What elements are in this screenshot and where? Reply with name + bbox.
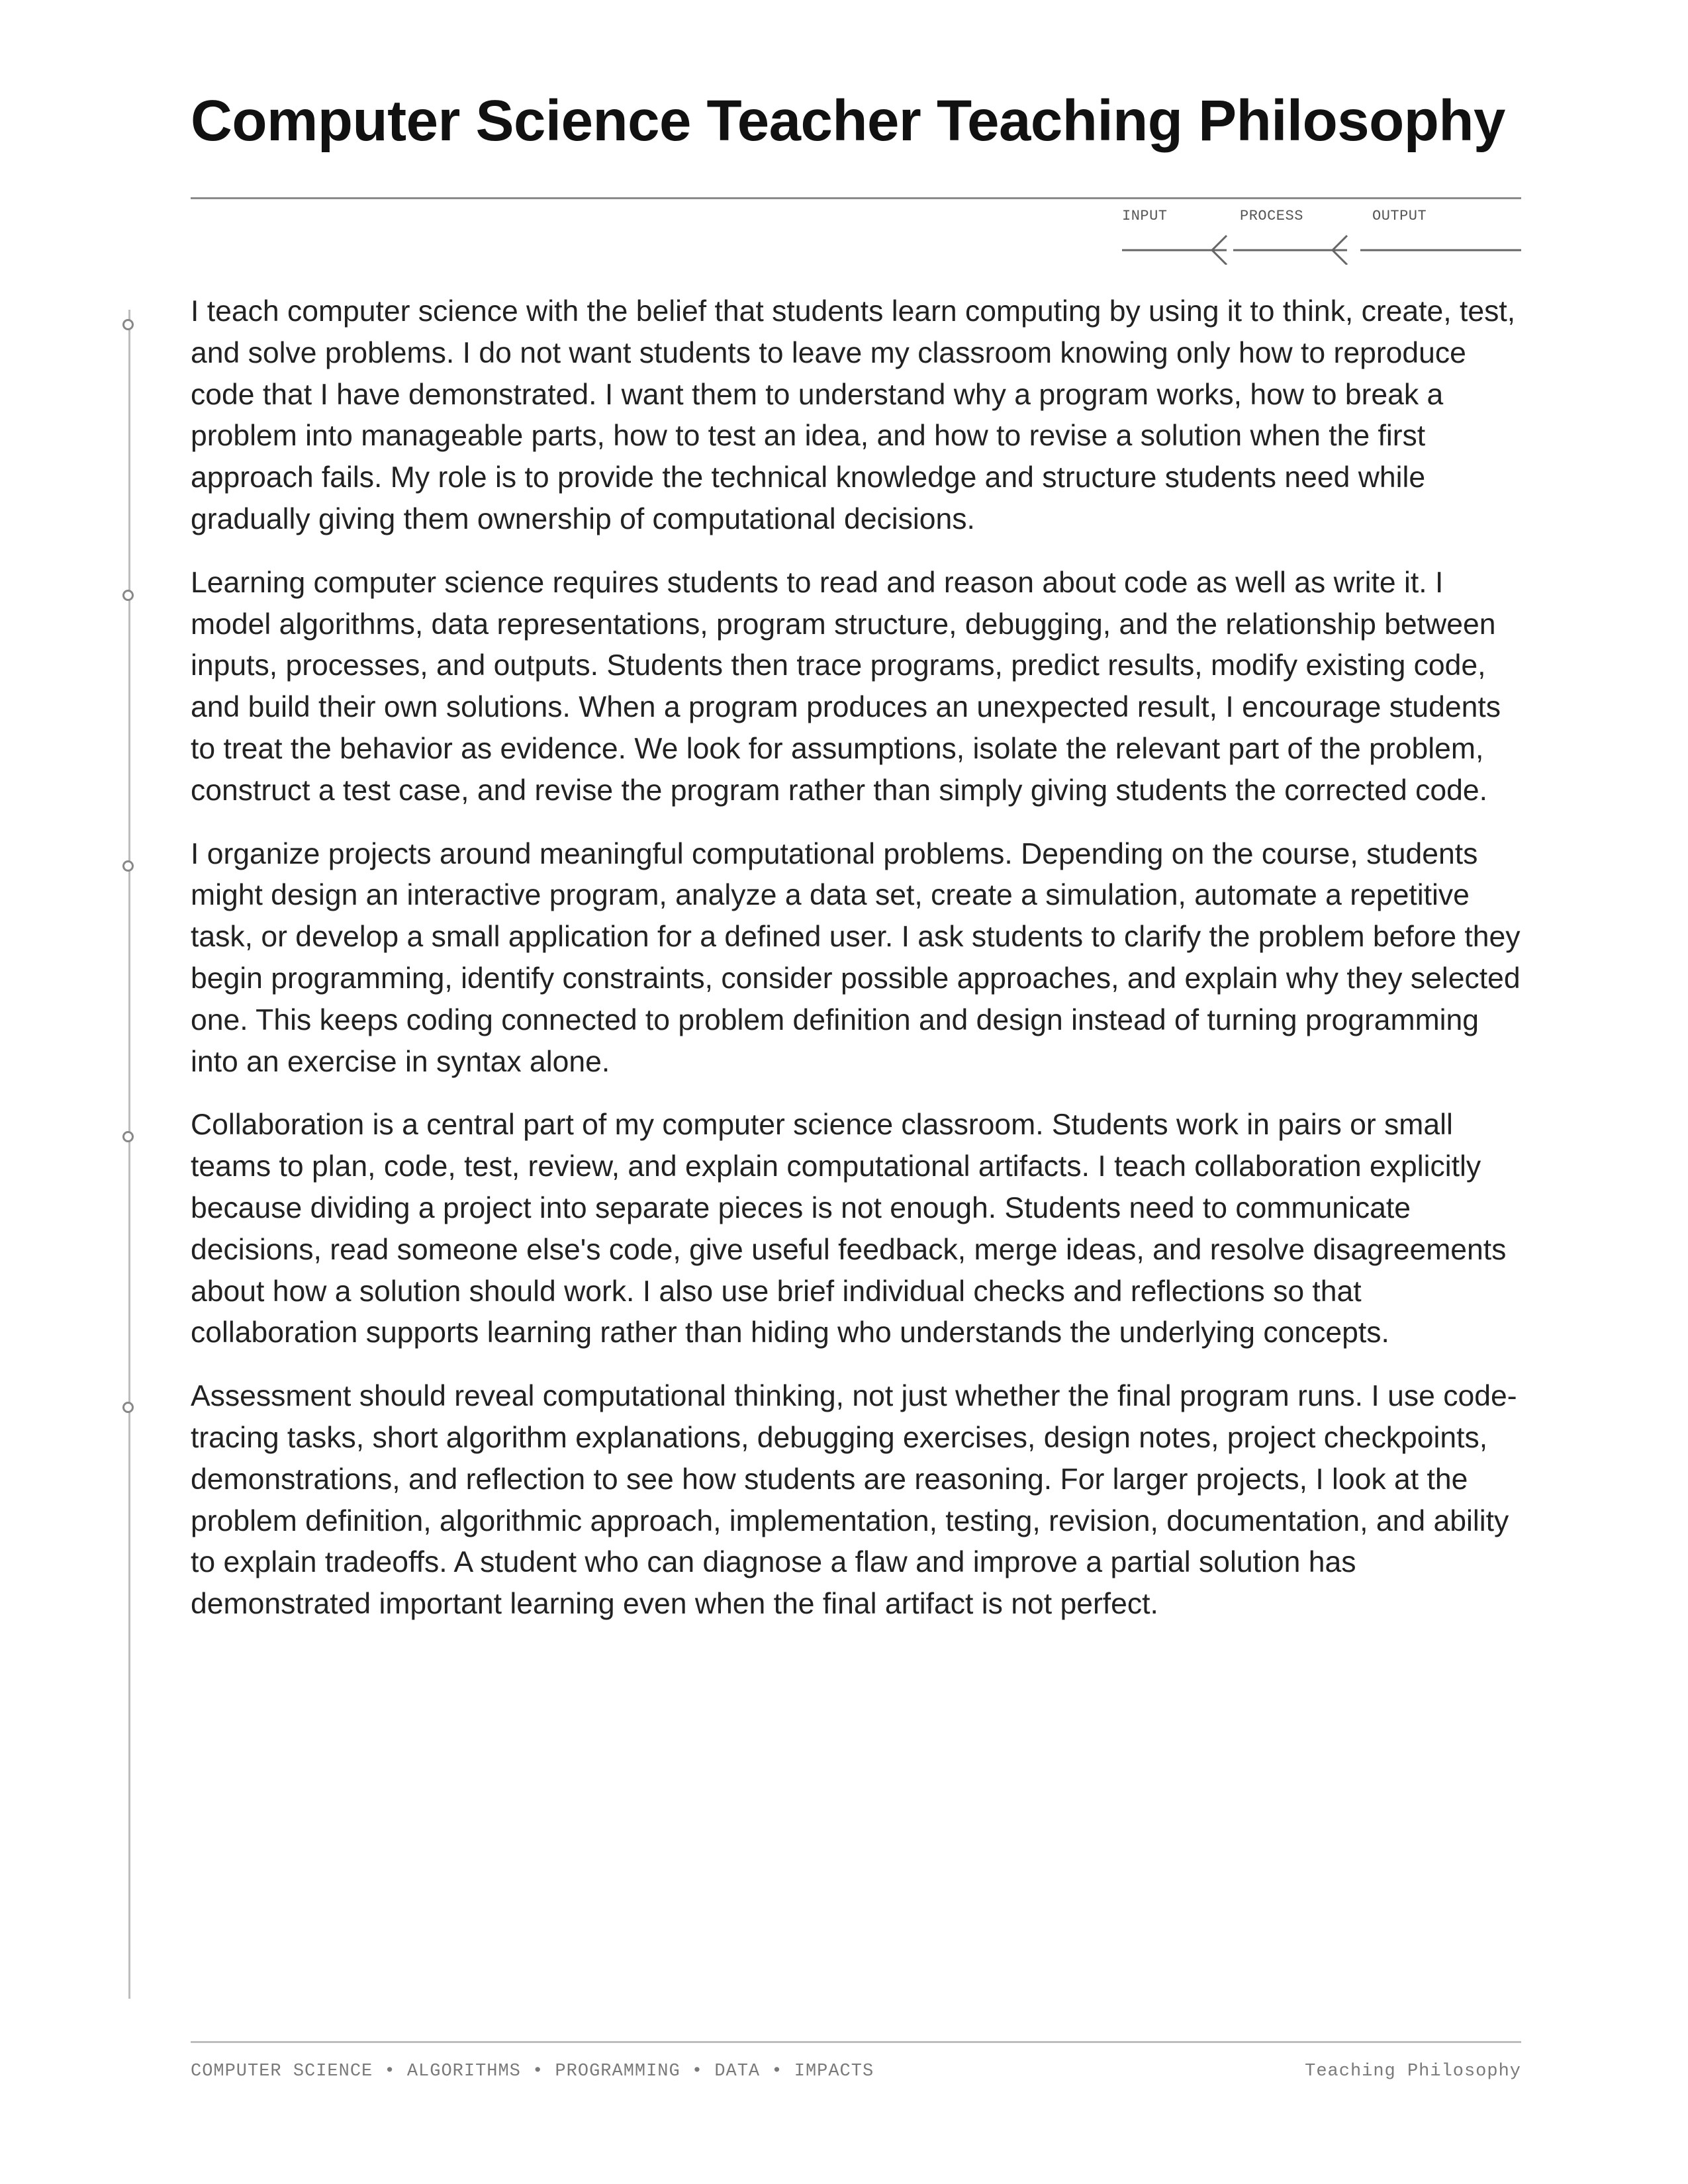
process-label: PROCESS [1240,208,1303,224]
page-title: Computer Science Teacher Teaching Philosophy [191,89,1505,153]
header-divider [191,197,1521,199]
timeline-node [122,1131,134,1142]
paragraph: I organize projects around meaningful computational problems. Depending on the course, students might design an interactive program, analyze a data set, create a simulation, automate a repetitive task, or develop a small application for a defined user. I ask students to clarify the problem before they begin programming, identify constraints, consider possible approaches, and explain why they selected one. This keeps coding connected to problem definition and design instead of turning programming into an exercise in syntax alone. [191,837,1521,1078]
timeline-line [128,310,130,1999]
paragraph: I teach computer science with the belief that students learn computing by using it to think, create, test, and solve problems. I do not want students to leave my classroom knowing only how to reproduce code that I have demonstrated. I want them to understand why a program works, how to break a problem into manageable parts, how to test an idea, and how to revise a solution when the first approach fails. My role is to provide the technical knowledge and structure students need while gradually giving them ownership of computational decisions. [191,295,1516,535]
input-process-output-diagram [1122,205,1521,265]
flow-arrows-icon [1122,232,1521,265]
philosophy-body [191,291,1521,1647]
timeline-node [122,590,134,601]
timeline-node [122,860,134,872]
footer-divider [191,2041,1521,2043]
footer-topics: COMPUTER SCIENCE • ALGORITHMS • PROGRAMMING • DATA • IMPACTS [191,2062,874,2081]
output-label: OUTPUT [1372,208,1427,224]
paragraph: Assessment should reveal computational thinking, not just whether the final program runs. I use code-tracing tasks, short algorithm explanations, debugging exercises, design notes, project checkpoints, demonstrations, and reflection to see how students are reasoning. For larger projects, I look at the problem definition, algorithmic approach, implementation, testing, revision, documentation, and ability to explain tradeoffs. A student who can diagnose a flaw and improve a partial solution has demonstrated important learning even when the final artifact is not perfect. [191,1380,1517,1621]
input-label: INPUT [1122,208,1168,224]
timeline-node [122,1402,134,1413]
footer-label: Teaching Philosophy [1305,2062,1521,2081]
timeline-node [122,319,134,330]
paragraph: Collaboration is a central part of my computer science classroom. Students work in pairs or small teams to plan, code, test, review, and explain computational artifacts. I teach collaboration explicitly because dividing a project into separate pieces is not enough. Students need to communicate decisions, read someone else's code, give useful feedback, merge ideas, and resolve disagreements about how a solution should work. I also use brief individual checks and reflections so that collaboration supports learning rather than hiding who understands the underlying concepts. [191,1109,1507,1349]
paragraph: Learning computer science requires students to read and reason about code as well as write it. I model algorithms, data representations, program structure, debugging, and the relationship between inputs, processes, and outputs. Students then trace programs, predict results, modify existing code, and build their own solutions. When a program produces an unexpected result, I encourage students to treat the behavior as evidence. We look for assumptions, isolate the relevant part of the problem, construct a test case, and revise the program rather than simply giving students the corrected code. [191,566,1501,807]
